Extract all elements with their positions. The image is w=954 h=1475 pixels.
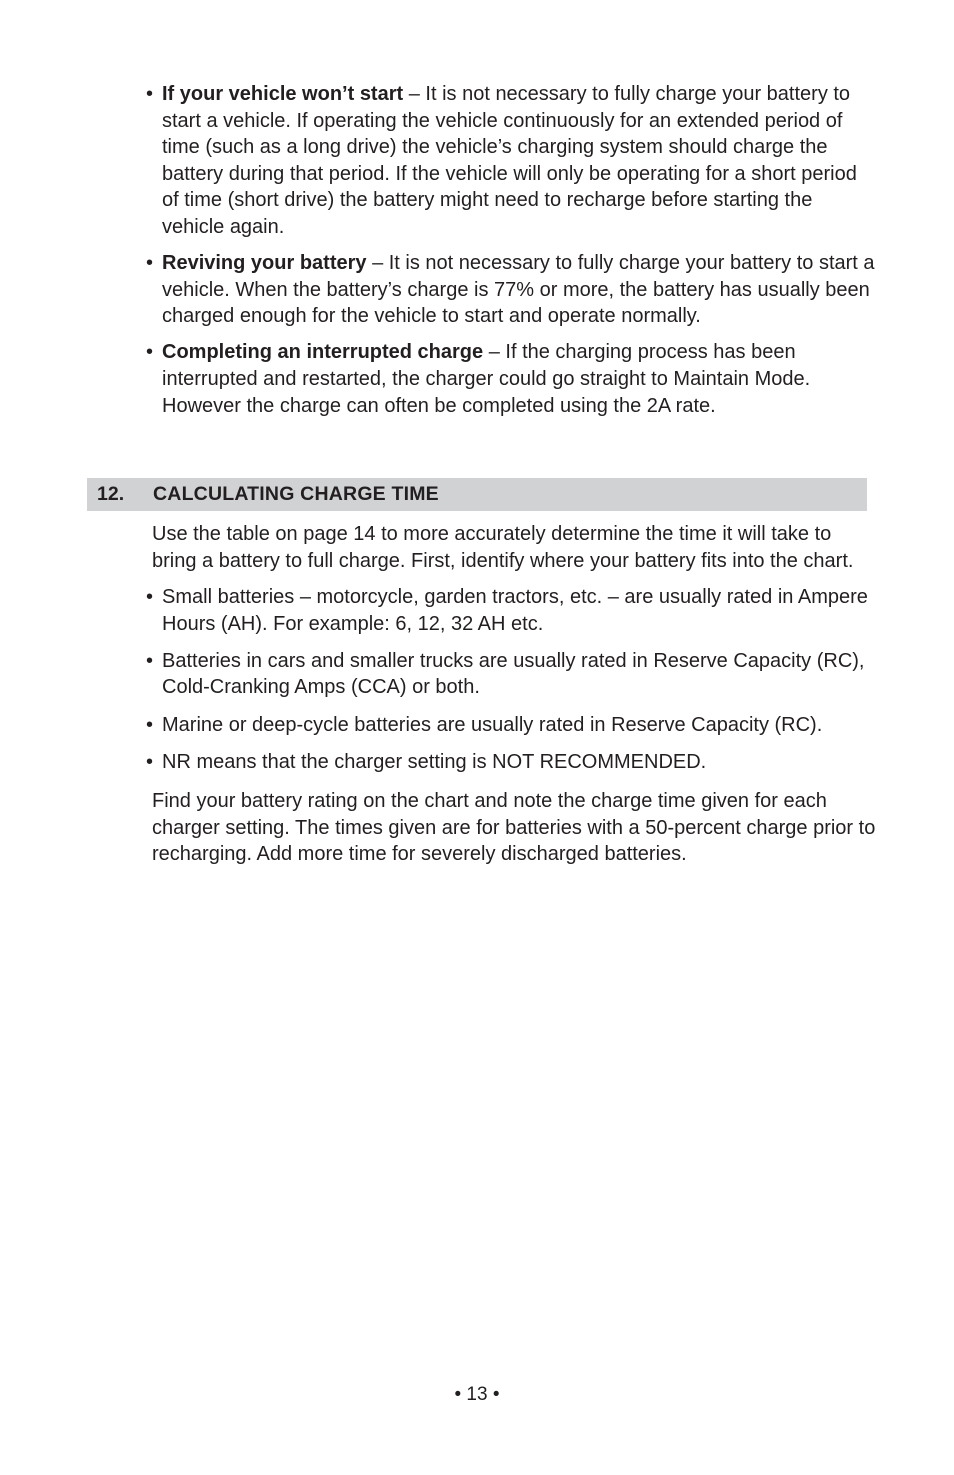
section-title: CALCULATING CHARGE TIME (153, 483, 439, 505)
tip-heading: If your vehicle won’t start (162, 83, 404, 105)
intro-paragraph: Use the table on page 14 to more accurately determine the time it will take to bring a battery to full charge. First, identify where your battery fits into the chart. (152, 523, 854, 572)
section-body (146, 521, 876, 878)
list-item: • Small batteries – motorcycle, garden tractors, etc. – are usually rated in Ampere Hours (AH). For example: 6, 12, 32 AH etc. (146, 584, 876, 637)
tip-heading: Completing an interrupted charge (162, 341, 484, 364)
battery-types-list (146, 584, 876, 775)
section-number: 12. (97, 483, 125, 505)
list-item (146, 81, 876, 241)
tip-heading: Reviving your battery (162, 252, 367, 275)
tips-list (146, 81, 876, 429)
page-number: • 13 • (454, 1384, 500, 1405)
list-item: • NR means that the charger setting is NOT RECOMMENDED. (146, 749, 876, 776)
section-header (87, 478, 867, 511)
list-item: • Marine or deep-cycle batteries are usually rated in Reserve Capacity (RC). (146, 712, 876, 739)
tip-text: – If the charging process has been interrupted and restarted, the charger could go straight to Maintain Mode. However the charge can often be completed using the 2A rate. (162, 341, 811, 417)
tip-text: – It is not necessary to fully charge your battery to start a vehicle. If operating the vehicle continuously for an extended period of time (such as a long drive) the vehicle’s charging system should charge the battery during that period. If the vehicle will only be operating for a short period of time (short drive) the battery might need to recharge before starting the vehicle again. (162, 83, 857, 238)
tip-text: – It is not necessary to fully charge your battery to start a vehicle. When the battery’s charge is 77% or more, the battery has usually been charged enough for the vehicle to start and operate normally. (162, 252, 875, 328)
outro-paragraph: Find your battery rating on the chart and note the charge time given for each charger setting. The times given are for batteries with a 50-percent charge prior to recharging. Add more time for severely discharged batteries. (152, 790, 876, 866)
list-item (146, 250, 876, 330)
list-item (146, 339, 876, 419)
list-item: • Batteries in cars and smaller trucks are usually rated in Reserve Capacity (RC), Cold-Cranking Amps (CCA) or both. (146, 648, 876, 701)
